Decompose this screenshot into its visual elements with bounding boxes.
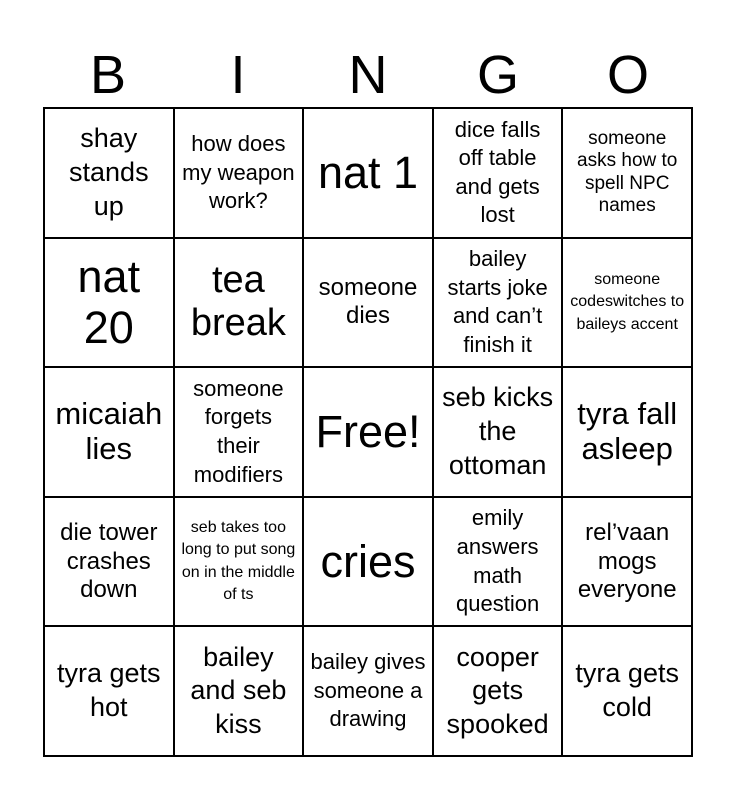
header-letter-g: G: [476, 45, 519, 105]
header-letter-o: O: [606, 45, 649, 105]
bingo-cell-r1c4[interactable]: dice falls off table and gets lost: [433, 108, 563, 238]
bingo-cell-r5c2[interactable]: bailey and seb kiss: [174, 626, 304, 756]
bingo-cell-r3c3-free-space[interactable]: Free!: [303, 367, 433, 497]
header-letter-i: I: [230, 45, 246, 105]
bingo-cell-r3c4[interactable]: seb kicks the ottoman: [433, 367, 563, 497]
bingo-cell-r2c1[interactable]: nat 20: [44, 238, 174, 368]
bingo-cell-r4c3[interactable]: cries: [303, 497, 433, 627]
header-letter-n: N: [348, 45, 388, 105]
bingo-cell-r1c1[interactable]: shay stands up: [44, 108, 174, 238]
bingo-cell-r3c1[interactable]: micaiah lies: [44, 367, 174, 497]
bingo-cell-r5c1[interactable]: tyra gets hot: [44, 626, 174, 756]
bingo-cell-r5c5[interactable]: tyra gets cold: [562, 626, 692, 756]
bingo-board: [43, 107, 693, 757]
bingo-cell-r1c5[interactable]: someone asks how to spell NPC names: [562, 108, 692, 238]
bingo-header: [43, 42, 693, 108]
bingo-cell-r4c4[interactable]: emily answers math question: [433, 497, 563, 627]
bingo-cell-r2c4[interactable]: bailey starts joke and can’t finish it: [433, 238, 563, 368]
bingo-cell-r2c2[interactable]: tea break: [174, 238, 304, 368]
header-letter-b: B: [89, 45, 127, 105]
bingo-cell-r4c1[interactable]: die tower crashes down: [44, 497, 174, 627]
bingo-cell-r5c4[interactable]: cooper gets spooked: [433, 626, 563, 756]
bingo-cell-r1c3[interactable]: nat 1: [303, 108, 433, 238]
bingo-cell-r5c3[interactable]: bailey gives someone a drawing: [303, 626, 433, 756]
bingo-cell-r2c5[interactable]: someone codeswitches to baileys accent: [562, 238, 692, 368]
bingo-cell-r3c2[interactable]: someone forgets their modifiers: [174, 367, 304, 497]
bingo-cell-r1c2[interactable]: how does my weapon work?: [174, 108, 304, 238]
bingo-cell-r3c5[interactable]: tyra fall asleep: [562, 367, 692, 497]
bingo-cell-r4c2[interactable]: seb takes too long to put song on in the middle of ts: [174, 497, 304, 627]
bingo-cell-r2c3[interactable]: someone dies: [303, 238, 433, 368]
bingo-cell-r4c5[interactable]: rel’vaan mogs everyone: [562, 497, 692, 627]
